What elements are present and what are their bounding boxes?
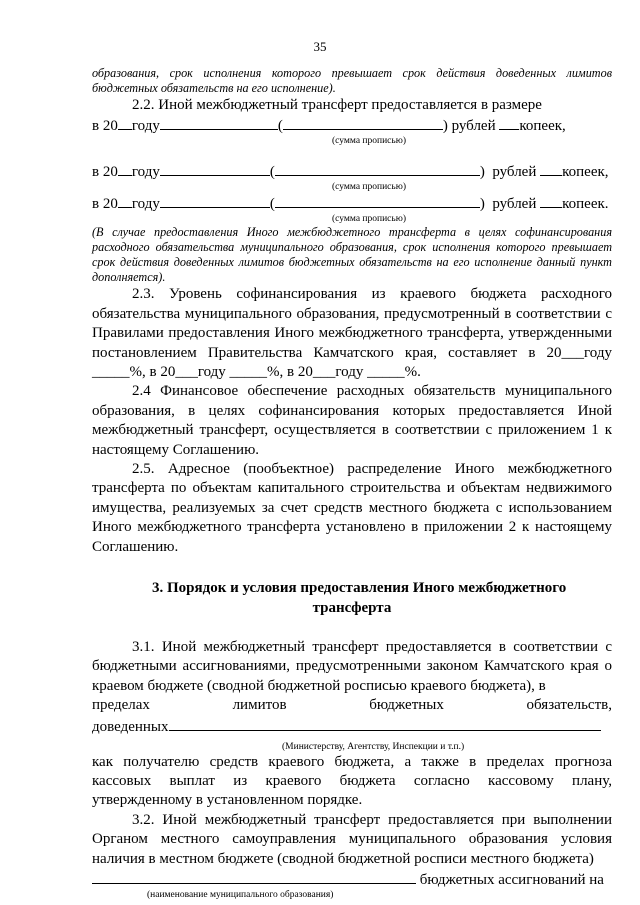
amount-line-1: в 20 году ( ) рублей копеек, <box>92 115 612 135</box>
clause-2-5: 2.5. Адресное (пообъектное) распределение Иного межбюджетного трансферта по объектам капитального строительства и объектам недвижимого имущества, реализуемых за счет средств местного бюджета с использованием Иного межбюджетного трансферта установлено в приложении 2 к настоящему Соглашению. <box>92 461 612 555</box>
clause-3-1-spread-line: пределах лимитов бюджетных обязательств, <box>92 697 612 714</box>
sum-hint-2: (сумма прописью) <box>332 182 406 193</box>
clause-3-1-recipient-line: доведенных <box>92 716 612 736</box>
italic-note: (В случае предоставления Иного межбюджетного трансферта в целях софинансирования расходного обязательства муниципального образования, срок исполнения которого превышает срок действия доведенных лимитов бюджетных обязательств на его исполнение данный пункт дополняется). <box>92 225 612 285</box>
mo-hint: (наименование муниципального образования) <box>147 889 334 900</box>
clause-2-2: 2.2. Иной межбюджетный трансферт предоставляется в размере <box>132 97 542 113</box>
page-number: 35 <box>313 39 327 54</box>
clause-2-4: 2.4 Финансовое обеспечение расходных обязательств муниципального образования, в целях софинансирования которых предоставляется Иной межбюджетный трансферт, осуществляется в соответствии с приложением 1 к настоящему Соглашению. <box>92 383 612 458</box>
section-3-heading: 3. Порядок и условия предоставления Иного межбюджетного <box>152 580 567 597</box>
clause-3-2-line: бюджетных ассигнований на <box>92 869 612 889</box>
top-italic-note: образования, срок исполнения которого превышает срок действия доведенных лимитов бюджетных обязательств на его исполнение). <box>92 66 612 95</box>
clause-3-1: 3.1. Иной межбюджетный трансферт предоставляется в соответствии с бюджетными ассигнованиями, предусмотренными законом Камчатского края о краевом бюджете (сводной бюджетной росписью краевого бюджета), в <box>92 638 612 694</box>
clause-3-1-tail: как получателю средств краевого бюджета, а также в пределах прогноза кассовых выплат из краевого бюджета согласно кассовому плану, утвержденному в установленном порядке. <box>92 753 612 809</box>
section-3-heading-cont: трансферта <box>312 599 392 616</box>
ministry-hint: (Министерству, Агентству, Инспекции и т.п.) <box>282 741 465 752</box>
sum-hint-1: (сумма прописью) <box>332 136 406 147</box>
clause-2-3: 2.3. Уровень софинансирования из краевого бюджета расходного обязательства муниципального образования, предусмотренный в соответствии с Правилами предоставления Иного межбюджетного трансферта, утвержденными постановлением Правительства Камчатского края, составляет в 20___году _____%, в 20___году _____%, в 20___году _____%. <box>92 286 612 381</box>
amount-line-2: в 20 году ( ) рублей копеек, <box>92 161 612 181</box>
amount-line-3: в 20 году ( ) рублей копеек. <box>92 193 612 213</box>
sum-hint-3: (сумма прописью) <box>332 214 406 225</box>
document-body <box>92 66 612 901</box>
clause-3-2: 3.2. Иной межбюджетный трансферт предоставляется при выполнении Органом местного самоуправления муниципального образования условия наличия в местном бюджете (сводной бюджетной росписи местного бюджета) <box>92 811 612 867</box>
